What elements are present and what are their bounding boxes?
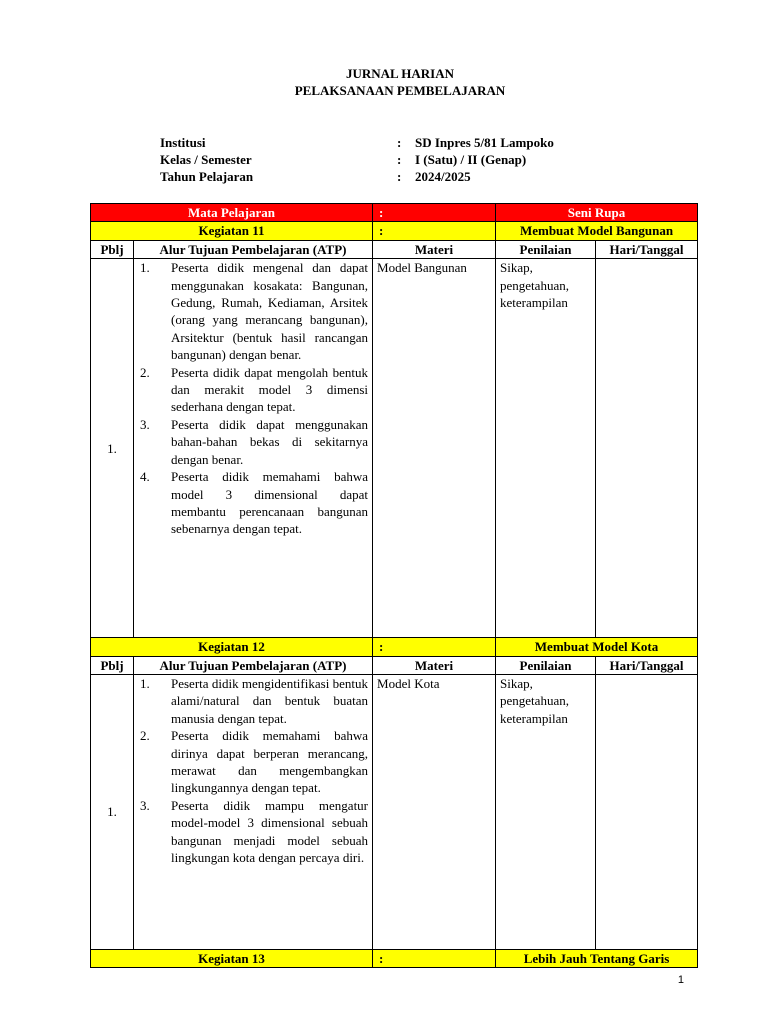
atp-item-number: 1. bbox=[140, 676, 150, 692]
atp-cell bbox=[134, 259, 373, 638]
kegiatan-row bbox=[91, 638, 698, 656]
pblj-cell: 1. bbox=[91, 259, 134, 638]
info-value: SD Inpres 5/81 Lampoko bbox=[415, 135, 554, 150]
info-colon: : bbox=[397, 169, 402, 184]
atp-item-text: Peserta didik mampu mengatur model-model 3 dimensional sebuah bangunan menjadi model sebuah lingkungan kota dengan percaya diri. bbox=[171, 797, 369, 866]
atp-item-number: 1. bbox=[140, 260, 150, 276]
atp-item-number: 4. bbox=[140, 469, 150, 485]
info-label: Institusi bbox=[160, 135, 206, 150]
info-colon: : bbox=[397, 152, 402, 167]
kegiatan-title: Membuat Model Bangunan bbox=[496, 222, 698, 240]
penilaian-cell: Sikap, pengetahuan, keterampilan bbox=[496, 675, 596, 950]
document-title: JURNAL HARIAN bbox=[346, 66, 454, 81]
kegiatan-label: Kegiatan 13 bbox=[91, 950, 373, 968]
atp-item-text: Peserta didik memahami bahwa model 3 dimensional dapat membantu perencanaan bangunan sebenarnya dengan tepat. bbox=[171, 469, 369, 537]
hari-tanggal-cell bbox=[596, 675, 698, 950]
materi-cell: Model Kota bbox=[373, 675, 496, 950]
subject-value: Seni Rupa bbox=[496, 204, 698, 222]
subject-row bbox=[91, 204, 698, 222]
col-header-atp: Alur Tujuan Pembelajaran (ATP) bbox=[134, 656, 373, 674]
kegiatan-colon: : bbox=[373, 638, 496, 656]
atp-list bbox=[138, 259, 368, 538]
col-header-penilaian: Penilaian bbox=[496, 240, 596, 258]
col-header-pblj: Pblj bbox=[91, 656, 134, 674]
col-header-hari-tanggal: Hari/Tanggal bbox=[596, 240, 698, 258]
kegiatan-label: Kegiatan 11 bbox=[91, 222, 373, 240]
col-header-pblj: Pblj bbox=[91, 240, 134, 258]
table-header-row bbox=[91, 656, 698, 674]
kegiatan-title: Lebih Jauh Tentang Garis bbox=[496, 950, 698, 968]
atp-item-number: 3. bbox=[140, 797, 150, 813]
info-value: 2024/2025 bbox=[415, 169, 471, 184]
atp-item bbox=[138, 259, 368, 363]
kegiatan-label: Kegiatan 12 bbox=[91, 638, 373, 656]
atp-item bbox=[138, 364, 368, 416]
col-header-hari-tanggal: Hari/Tanggal bbox=[596, 656, 698, 674]
info-colon: : bbox=[397, 135, 402, 150]
atp-list bbox=[138, 675, 368, 866]
table-row bbox=[91, 259, 698, 638]
col-header-materi: Materi bbox=[373, 656, 496, 674]
kegiatan-colon: : bbox=[373, 222, 496, 240]
table-row bbox=[91, 675, 698, 950]
atp-item-number: 2. bbox=[140, 364, 150, 380]
info-label: Kelas / Semester bbox=[160, 152, 252, 167]
pblj-cell: 1. bbox=[91, 675, 134, 950]
atp-item-text: Peserta didik memahami bahwa dirinya dapat berperan merancang, merawat dan mengembangkan lingkungannya dengan tepat. bbox=[171, 728, 369, 796]
atp-item-text: Peserta didik dapat menggunakan bahan-bahan bekas di sekitarnya dengan benar. bbox=[171, 416, 369, 467]
info-value: I (Satu) / II (Genap) bbox=[415, 152, 527, 167]
hari-tanggal-cell bbox=[596, 259, 698, 638]
atp-item bbox=[138, 727, 368, 797]
atp-item-number: 3. bbox=[140, 416, 150, 432]
atp-cell bbox=[134, 675, 373, 950]
atp-item-number: 2. bbox=[140, 728, 150, 744]
journal-table bbox=[90, 203, 698, 968]
atp-item bbox=[138, 797, 368, 867]
atp-item bbox=[138, 468, 368, 538]
col-header-penilaian: Penilaian bbox=[496, 656, 596, 674]
col-header-materi: Materi bbox=[373, 240, 496, 258]
document-subtitle: PELAKSANAAN PEMBELAJARAN bbox=[294, 83, 506, 98]
kegiatan-title: Membuat Model Kota bbox=[496, 638, 698, 656]
atp-item bbox=[138, 675, 368, 727]
col-header-atp: Alur Tujuan Pembelajaran (ATP) bbox=[134, 240, 373, 258]
table-header-row bbox=[91, 240, 698, 258]
atp-item-text: Peserta didik dapat mengolah bentuk dan merakit model 3 dimensi sederhana dengan tepat. bbox=[171, 364, 369, 415]
penilaian-cell: Sikap, pengetahuan, keterampilan bbox=[496, 259, 596, 638]
kegiatan-row bbox=[91, 222, 698, 240]
info-label: Tahun Pelajaran bbox=[160, 169, 254, 184]
materi-cell: Model Bangunan bbox=[373, 259, 496, 638]
atp-item-text: Peserta didik mengenal dan dapat menggunakan kosakata: Bangunan, Gedung, Rumah, Kediaman, Arsitek (orang yang merancang bangunan), Arsitektur (bentuk hasil rancangan bangunan) dengan benar. bbox=[171, 260, 369, 363]
subject-label: Mata Pelajaran bbox=[91, 204, 373, 222]
kegiatan-row bbox=[91, 950, 698, 968]
atp-item-text: Peserta didik mengidentifikasi bentuk alami/natural dan bentuk buatan manusia dengan tepat. bbox=[171, 676, 369, 726]
atp-item bbox=[138, 416, 368, 468]
subject-colon: : bbox=[373, 204, 496, 222]
kegiatan-colon: : bbox=[373, 950, 496, 968]
page-number: 1 bbox=[677, 974, 684, 986]
